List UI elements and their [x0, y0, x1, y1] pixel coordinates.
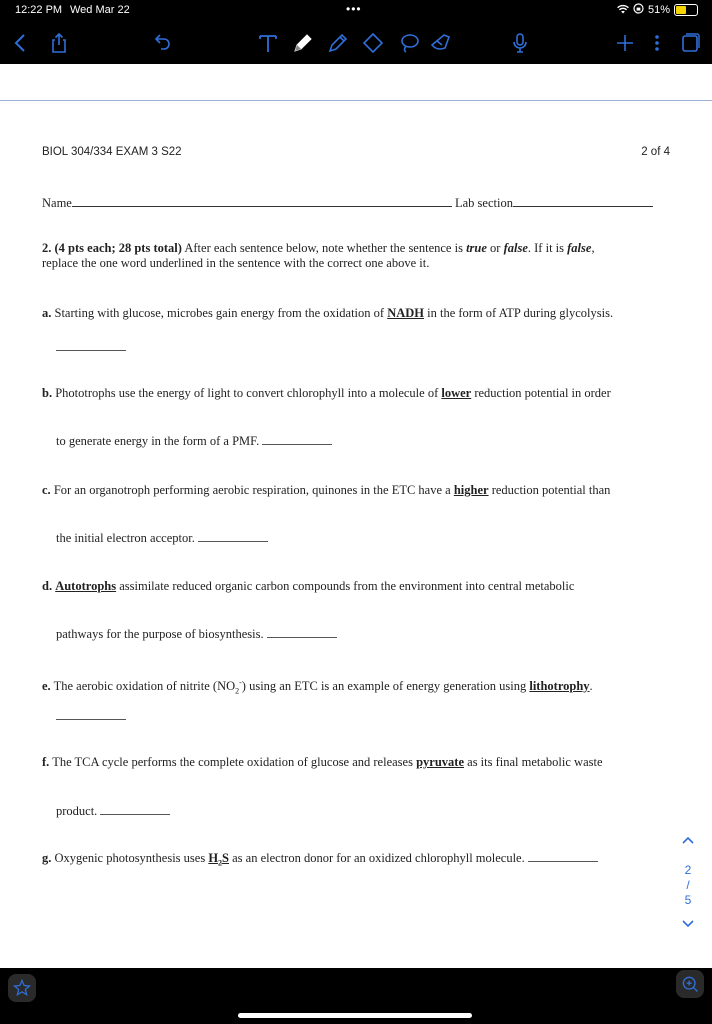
total-pages: 5 [684, 893, 692, 907]
question-b [42, 386, 672, 401]
zoom-in-icon[interactable] [676, 970, 704, 998]
question-e-underlined: lithotrophy [529, 679, 590, 694]
question-d-label: d. [42, 579, 53, 593]
answer-f-blank[interactable] [100, 804, 170, 815]
question-c-underlined: higher [453, 483, 489, 497]
status-time: 12:22 PM [15, 4, 63, 16]
question-f [42, 755, 672, 770]
question-g-text-end: as an electron donor for an oxidized chlorophyll molecule. [229, 851, 525, 865]
question-e-subscript: 2 [235, 686, 240, 696]
name-row [42, 194, 664, 211]
answer-g-blank[interactable] [528, 851, 598, 862]
name-label: Name [42, 196, 72, 210]
answer-c-blank[interactable] [198, 531, 268, 542]
shapes-icon[interactable] [428, 30, 454, 56]
lab-section-blank [513, 194, 653, 207]
answer-a-blank [56, 340, 126, 351]
more-icon[interactable] [644, 30, 670, 56]
document-page[interactable] [0, 64, 712, 968]
question-e [42, 675, 672, 699]
back-icon[interactable] [8, 30, 34, 56]
answer-d-blank[interactable] [267, 627, 337, 638]
question-c [42, 483, 672, 498]
question-d [42, 579, 672, 594]
question-c-text-end: reduction potential than [488, 483, 611, 497]
question-c-text-2: the initial electron acceptor. [56, 531, 195, 545]
question-e-superscript: - [239, 678, 242, 687]
question-a-underlined: NADH [387, 306, 424, 320]
answer-a[interactable] [56, 340, 126, 355]
pages-icon[interactable] [677, 30, 703, 56]
false-word: false [503, 241, 528, 255]
answer-e-blank [56, 709, 126, 720]
multitasking-dots[interactable]: ••• [346, 2, 362, 16]
question-d-text-2: pathways for the purpose of biosynthesis. [56, 627, 264, 641]
question-g [42, 851, 662, 871]
share-icon[interactable] [46, 30, 72, 56]
false-word-2: false [567, 241, 592, 255]
q2-text: After each sentence below, note whether the sentence is [181, 241, 467, 255]
lasso-icon[interactable] [396, 30, 422, 56]
question-d-text: assimilate reduced organic carbon compounds from the environment into central metabolic [116, 579, 575, 593]
battery-icon [674, 4, 698, 16]
favorite-icon[interactable] [8, 974, 36, 1002]
status-right [617, 3, 698, 17]
wifi-icon [617, 4, 629, 17]
page-navigator[interactable] [678, 834, 698, 933]
add-icon[interactable] [612, 30, 638, 56]
question-c-text: For an organotroph performing aerobic respiration, quinones in the ETC have a [50, 483, 454, 497]
answer-e[interactable] [56, 709, 126, 724]
undo-icon[interactable] [150, 30, 176, 56]
current-page: 2 [684, 863, 692, 877]
home-indicator[interactable] [238, 1013, 472, 1018]
q2-text-c: , [591, 241, 595, 255]
question-f-label: f. [42, 755, 50, 769]
question-b-underlined: lower [441, 386, 472, 400]
lab-section-label: Lab section [454, 196, 513, 210]
question-f-line-2 [56, 804, 170, 819]
microphone-icon[interactable] [507, 30, 533, 56]
question-b-text-2: to generate energy in the form of a PMF. [56, 434, 260, 448]
question-2-number: 2. (4 pts each; 28 pts total) [42, 241, 182, 255]
question-f-text-2: product. [56, 804, 98, 818]
status-date: Wed Mar 22 [70, 4, 130, 16]
pen-icon[interactable] [325, 30, 351, 56]
question-d-underlined: Autotrophs [55, 579, 117, 593]
orientation-lock-icon [633, 3, 644, 17]
true-word: true [466, 241, 487, 255]
page-of-label: 2 of 4 [641, 146, 670, 158]
name-blank [72, 194, 452, 207]
q2-text-b: . If it is [527, 241, 568, 255]
page-down-icon[interactable] [678, 918, 698, 933]
question-e-text-mid: ) using an ETC is an example of energy generation using [241, 679, 530, 694]
question-d-line-2 [56, 627, 337, 642]
q2-or: or [486, 241, 504, 255]
question-a-label: a. [42, 306, 52, 320]
question-c-line-2 [56, 531, 268, 546]
question-g-subscript: 2 [218, 858, 223, 868]
question-g-underlined: H [208, 851, 219, 865]
question-b-line-2 [56, 434, 332, 449]
question-f-underlined: pyruvate [416, 755, 465, 769]
exam-title: BIOL 304/334 EXAM 3 S22 [42, 146, 182, 158]
eraser-icon[interactable] [360, 30, 386, 56]
question-a-text: Starting with glucose, microbes gain energy from the oxidation of [51, 306, 388, 320]
question-a [42, 306, 672, 321]
status-bar [0, 0, 712, 22]
page-up-icon[interactable] [678, 834, 698, 849]
question-b-text-end: reduction potential in order [471, 386, 611, 400]
question-g-underlined-end: S [222, 851, 229, 865]
question-e-text-end: . [589, 679, 593, 694]
question-e-text: The aerobic oxidation of nitrite (NO [50, 679, 236, 694]
question-g-label: g. [42, 851, 52, 865]
question-a-text-end: in the form of ATP during glycolysis. [424, 306, 614, 320]
question-e-label: e. [42, 679, 51, 694]
text-tool-icon[interactable] [255, 30, 281, 56]
page-separator: / [686, 878, 690, 892]
question-b-text: Phototrophs use the energy of light to convert chlorophyll into a molecule of [52, 386, 442, 400]
question-c-label: c. [42, 483, 51, 497]
question-f-text: The TCA cycle performs the complete oxidation of glucose and releases [49, 755, 417, 769]
q2-line-2: replace the one word underlined in the sentence with the correct one above it. [42, 256, 430, 270]
app-toolbar [0, 22, 712, 64]
battery-percent: 51% [647, 4, 670, 16]
battery-fill [676, 6, 686, 14]
answer-b-blank[interactable] [262, 434, 332, 445]
question-g-text: Oxygenic photosynthesis uses [51, 851, 209, 865]
question-f-text-end: as its final metabolic waste [464, 755, 603, 769]
page-divider [0, 100, 712, 101]
question-b-label: b. [42, 386, 53, 400]
pencil-icon[interactable] [290, 30, 316, 56]
question-2-instructions [42, 241, 672, 271]
